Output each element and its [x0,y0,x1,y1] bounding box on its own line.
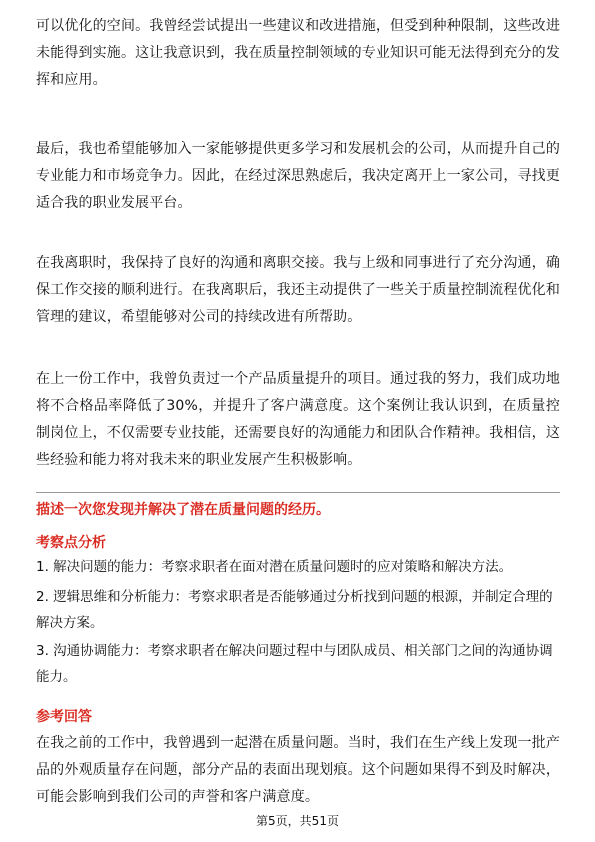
interview-question: 描述一次您发现并解决了潜在质量问题的经历。 [36,502,330,518]
analysis-item-2: 2. 逻辑思维和分析能力：考察求职者是否能够通过分析找到问题的根源，并制定合理的解决方案。 [36,589,553,631]
answer-title: 参考回答 [36,709,92,725]
analysis-title: 考察点分析 [36,535,106,551]
paragraph-1: 可以优化的空间。我曾经尝试提出一些建议和改进措施，但受到种种限制，这些改进未能得到实施。这让我意识到，我在质量控制领域的专业知识可能无法得到充分的发挥和应用。 [36,18,560,88]
paragraph-2: 最后，我也希望能够加入一家能够提供更多学习和发展机会的公司，从而提升自己的专业能力和市场竞争力。因此，在经过深思熟虑后，我决定离开上一家公司，寻找更适合我的职业发展平台。 [36,141,560,211]
analysis-item-3: 3. 沟通协调能力：考察求职者在解决问题过程中与团队成员、相关部门之间的沟通协调能力。 [36,643,553,685]
answer-text: 在我之前的工作中，我曾遇到一起潜在质量问题。当时，我们在生产线上发现一批产品的外观质量存在问题，部分产品的表面出现划痕。这个问题如果得不到及时解决，可能会影响到我们公司的声誉和客户满意度。 [36,735,560,805]
page-number: 第5页，共51页 [256,814,339,828]
paragraph-4: 在上一份工作中，我曾负责过一个产品质量提升的项目。通过我的努力，我们成功地将不合格品率降低了30%，并提升了客户满意度。这个案例让我认识到，在质量控制岗位上，不仅需要专业技能，还需要良好的沟通能力和团队合作精神。我相信，这些经验和能力将对我未来的职业发展产生积极影响。 [36,371,560,468]
section-divider [36,492,560,493]
paragraph-3: 在我离职时，我保持了良好的沟通和离职交接。我与上级和同事进行了充分沟通，确保工作交接的顺利进行。在我离职后，我还主动提供了一些关于质量控制流程优化和管理的建议，希望能够对公司的持续改进有所帮助。 [36,255,560,325]
analysis-item-1: 1. 解决问题的能力：考察求职者在面对潜在质量问题时的应对策略和解决方法。 [36,559,513,575]
